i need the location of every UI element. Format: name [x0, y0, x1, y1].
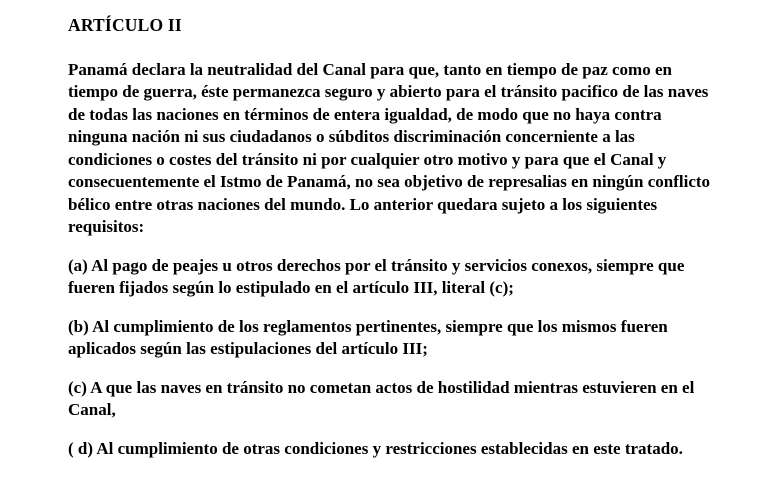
list-item-marker: (c) — [68, 377, 87, 397]
list-item-text: Al cumplimiento de otras condiciones y restricciones establecidas en este tratado. — [96, 438, 683, 458]
article-body-paragraph: Panamá declara la neutralidad del Canal para que, tanto en tiempo de paz como en tiempo de guerra, éste permanezca seguro y abierto para el tránsito pacifico de las naves de todas las naciones en términos de entera igualdad, de modo que no haya contra ninguna nación ni sus ciudadanos o súbditos discriminación concerniente a las condiciones o costes del tránsito ni por cualquier otro motivo y para que el Canal y consecuentemente el Istmo de Panamá, no sea objetivo de represalias en ningún conflicto bélico entre otras naciones del mundo. Lo anterior quedara sujeto a los siguientes requisitos: — [68, 59, 711, 236]
list-item-b — [68, 316, 718, 361]
list-item-marker: ( d) — [68, 438, 94, 458]
list-item-c — [68, 377, 718, 422]
article-title: ARTÍCULO II — [68, 15, 182, 35]
list-item-text: Al pago de peajes u otros derechos por el tránsito y servicios conexos, siempre que fueren fijados según lo estipulado en el artículo III, literal (c); — [68, 255, 685, 297]
list-item-text: A que las naves en tránsito no cometan actos de hostilidad mientras estuvieren en el Canal, — [68, 377, 695, 419]
list-item-text: Al cumplimiento de los reglamentos pertinentes, siempre que los mismos fueren aplicados según las estipulaciones del artículo III; — [68, 316, 668, 358]
list-item-d — [68, 438, 718, 461]
list-item-marker: (b) — [68, 316, 89, 336]
document-page — [68, 14, 718, 460]
list-item-marker: (a) — [68, 255, 88, 275]
list-item-a — [68, 255, 718, 300]
